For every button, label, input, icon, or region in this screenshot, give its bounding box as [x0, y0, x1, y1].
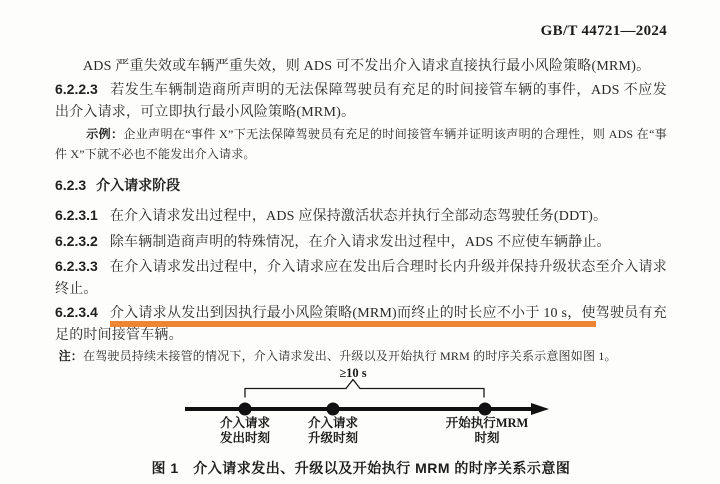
timeline-dot-request-issued	[239, 403, 252, 416]
section-number: 6.2.3	[55, 177, 87, 193]
clause-number: 6.2.3.3	[55, 258, 98, 274]
clause-text: 若发生车辆制造商所声明的无法保障驾驶员有充足的时间接管车辆的事件，ADS 不应发出介入请求，可立即执行最小风险策略(MRM)。	[55, 83, 667, 120]
clause-text: 在介入请求发出过程中，介入请求应在发出后合理时长内升级并保持升级状态至介入请求终止。	[55, 260, 667, 297]
example-note	[55, 124, 667, 164]
timeline-dot-mrm-start	[479, 403, 492, 416]
milestone-2-line-1: 介入请求	[307, 416, 359, 430]
figure-1-caption: 图 1 介入请求发出、升级以及开始执行 MRM 的时序关系示意图	[151, 460, 571, 476]
section-title: 介入请求阶段	[96, 177, 181, 193]
timeline-arrowhead-icon	[531, 403, 549, 415]
clause-number: 6.2.3.2	[55, 233, 98, 249]
clause-text: 除车辆制造商声明的特殊情况，在介入请求发出过程中，ADS 不应使车辆静止。	[109, 235, 611, 250]
note-label: 注：	[58, 349, 83, 363]
clause-6-2-3-3	[55, 255, 667, 301]
milestone-2-line-2: 升级时刻	[307, 431, 359, 445]
milestone-1-line-1: 介入请求	[219, 416, 271, 430]
section-heading-6-2-3	[55, 174, 667, 196]
figure-1-timeline-diagram	[105, 365, 565, 447]
duration-brace	[245, 380, 484, 398]
duration-label: ≥10 s	[339, 366, 367, 380]
paragraph-intro: ADS 严重失效或车辆严重失效，则 ADS 可不发出介入请求直接执行最小风险策略(MRM)。	[83, 59, 651, 74]
milestone-1-line-2: 发出时刻	[219, 431, 271, 445]
highlighted-requirement-text: 介入请求从发出到因执行最小风险策略(MRM)而终止的时长应不小于 10 s，使	[110, 306, 596, 327]
clause-text: 在介入请求发出过程中，ADS 应保持激活状态并执行全部动态驾驶任务(DDT)。	[109, 209, 608, 224]
clause-number: 6.2.3.1	[55, 207, 98, 223]
standard-number: GB/T 44721—2024	[540, 23, 667, 39]
clause-6-2-3-2	[55, 230, 667, 254]
timeline-svg	[105, 365, 565, 447]
figure-note	[55, 347, 667, 365]
timeline-dot-request-escalated	[327, 403, 340, 416]
clause-number: 6.2.2.3	[55, 81, 98, 97]
clause-number: 6.2.3.4	[55, 304, 98, 320]
example-label: 示例：	[86, 127, 124, 141]
example-text: 企业声明在“事件 X”下无法保障驾驶员有充足的时间接管车辆并证明该声明的合理性，则 ADS 在“事件 X”下就不必也不能发出介入请求。	[55, 127, 667, 161]
clause-6-2-2-3	[55, 78, 667, 124]
milestone-3-line-1: 开始执行MRM	[445, 416, 529, 430]
clause-6-2-3-1	[55, 204, 667, 228]
milestone-3-line-2: 时刻	[474, 431, 500, 445]
clause-6-2-3-4	[55, 301, 667, 347]
note-text: 在驾驶员持续未接管的情况下，介入请求发出、升级以及开始执行 MRM 的时序关系示意图如图 1。	[83, 349, 617, 363]
clause-text: 驾驶员有充足的时间接管车辆。	[55, 306, 667, 343]
